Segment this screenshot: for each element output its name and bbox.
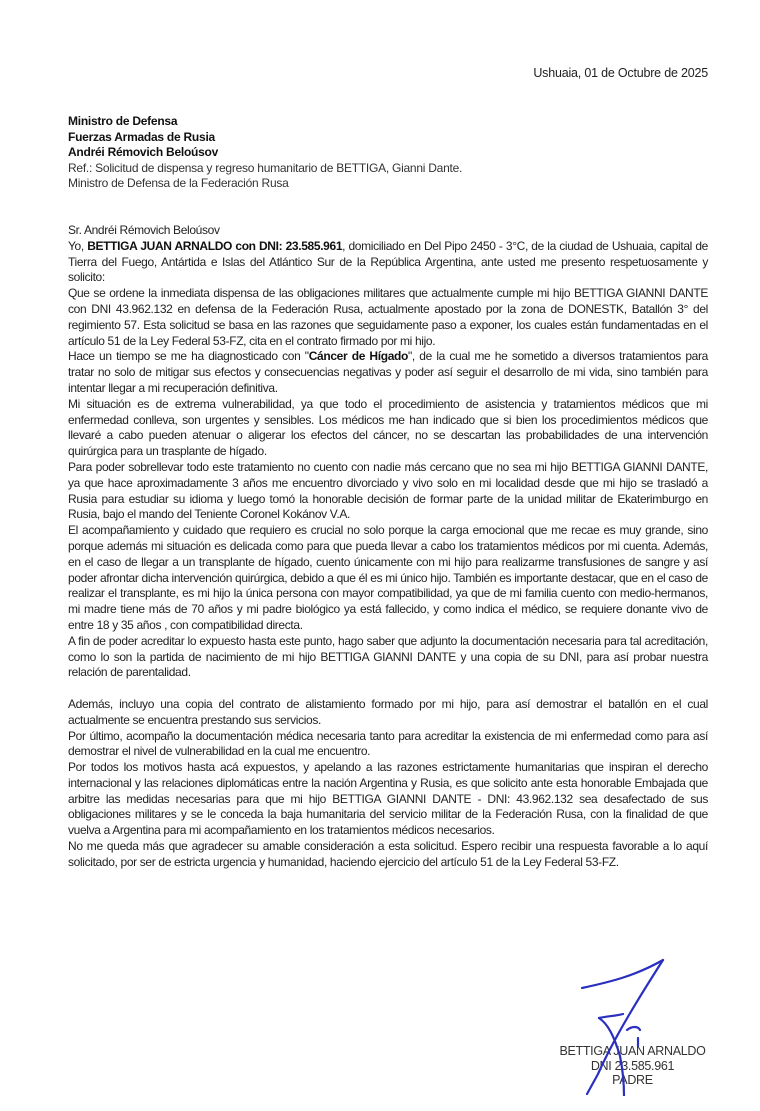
paragraph-6: El acompañamiento y cuidado que requiero es crucial no solo porque la carga emocional que me recae es muy grande, sino porque además mi situación es delicada como para que pueda llevar a cabo los tratamientos médicos por mi cuenta. Además, en el caso de llegar a un transplante de hígado, cuento únicamente con mi hijo para realizarme transfusiones de sangre y así poder afrontar dicha intervención quirúrgica, debido a que él es mi único hijo. También es importante destacar, que en el caso de realizar el transplante, es mi hijo la única persona con mayor compatibilidad, ya que de mi familia cuento con medio-hermanos, mi madre tiene más de 70 años y mi padre biológico ya está fallecido, y como indica el médico, se requiere donante vivo de entre 18 y 35 años , con compatibilidad directa.: [68, 523, 708, 632]
paragraph-gap: [68, 681, 708, 697]
signature-stroke: [599, 1014, 623, 1018]
paragraph-11: No me queda más que agradecer su amable consideración a esta solicitud. Espero recibir una respuesta favorable a lo aquí solicitado, por ser de estricta urgencia y humanidad, haciendo ejercicio del artículo 51 de la Ley Federal 53-FZ.: [68, 839, 708, 869]
letter-date: Ushuaia, 01 de Octubre de 2025: [533, 66, 708, 80]
recipient-organization: Fuerzas Armadas de Rusia: [68, 129, 215, 144]
paragraph-1: [68, 239, 708, 286]
paragraph-3: [68, 349, 708, 396]
diagnosis: Cáncer de Hígado: [308, 349, 408, 364]
signature-stroke: [587, 960, 663, 1094]
paragraph-10: Por todos los motivos hasta acá expuestos, y apelando a las razones estrictamente humanitarias que inspiran el derecho internacional y las relaciones diplomáticas entre la nación Argentina y Rusia, es que solicito ante esta honorable Embajada que arbitre las medidas necesarias para que mi hijo BETTIGA GIANNI DANTE - DNI: 43.962.132 sea desafectado de sus obligaciones militares y se le conceda la baja humanitaria del servicio militar de la Federación Rusa, con la finalidad de que vuelva a Argentina para mi acompañamiento en los tratamientos médicos necesarios.: [68, 760, 708, 838]
paragraph-8: Además, incluyo una copia del contrato de alistamiento formado por mi hijo, para así demostrar el batallón en el cual actualmente se encuentra prestando sus servicios.: [68, 696, 708, 727]
signature-block: [520, 946, 740, 1096]
recipient-block: [68, 114, 708, 192]
salutation: Sr. Andréi Rémovich Beloúsov: [68, 223, 220, 237]
reference-line: Ref.: Solicitud de dispensa y regreso humanitario de BETTIGA, Gianni Dante.: [68, 160, 463, 175]
letter-body: [68, 223, 708, 871]
recipient-title: Ministro de Defensa: [68, 114, 178, 128]
sender-id: BETTIGA JUAN ARNALDO con DNI: 23.585.961: [87, 238, 343, 253]
paragraph-2: Que se ordene la inmediata dispensa de las obligaciones militares que actualmente cumple mi hijo BETTIGA GIANNI DANTE con DNI 43.962.132 en defensa de la Federación Rusa, actualmente apostado por la zona de DONESTK, Batallón 3° del regimiento 57. Esta solicitud se basa en las razones que seguidamente paso a exponer, los cuales están fundamentadas en el artículo 51 de la Ley Federal 53-FZ, cita en el contrato firmado por mi hijo.: [68, 286, 708, 348]
paragraph-3-rest: ", de la cual me he sometido a diversos tratamientos para tratar no solo de mitigar sus efectos y consecuencias negativas y poder así seguir el desarrollo de mi vida, sino también para intentar llegar a mi recuperación definitiva.: [68, 349, 708, 395]
recipient-office: Ministro de Defensa de la Federación Rusa: [68, 176, 289, 190]
paragraph-1-rest: , domiciliado en Del Pipo 2450 - 3°C, de la ciudad de Ushuaia, capital de Tierra del Fuego, Antártida e Islas del Atlántico Sur de la República Argentina, ante usted me presento respetuosamente y solicito:: [68, 238, 708, 285]
paragraph-9: Por último, acompaño la documentación médica necesaria tanto para acreditar la existencia de mi enfermedad como para así demostrar el nivel de vulnerabilidad en la cual me encuentro.: [68, 728, 708, 759]
signer-dni: DNI 23.585.961: [590, 1058, 675, 1073]
signature-stroke: [582, 960, 663, 988]
paragraph-4: Mi situación es de extrema vulnerabilidad, ya que todo el procedimiento de asistencia y tratamientos médicos que mi enfermedad conlleva, son urgentes y sensibles. Los médicos me han indicado que si bien los procedimientos médicos que llevaré a cabo pueden atenuar o aligerar los efectos del cáncer, no se descartan las probabilidades de una intervención quirúrgica para un trasplante de hígado.: [68, 396, 708, 459]
signature-stroke: [627, 1027, 640, 1030]
recipient-name: Andréi Rémovich Beloúsov: [68, 145, 219, 159]
signer-role: PADRE: [612, 1073, 653, 1087]
paragraph-3-intro: Hace un tiempo se me ha diagnosticado con ": [68, 349, 309, 364]
paragraph-5: Para poder sobrellevar todo este tratamiento no cuento con nadie más cercano que no sea mi hijo BETTIGA GIANNI DANTE, ya que hace aproximadamente 3 años me encuentro divorciado y vivo solo en mi localidad desde que mi hijo se trasladó a Rusia para estudiar su idioma y luego tomó la honorable decisión de formar parte de la unidad militar de Ekaterimburgo en Rusia, bajo el mando del Teniente Coronel Kokánov V.A.: [68, 459, 708, 522]
paragraph-7: A fin de poder acreditar lo expuesto hasta este punto, hago saber que adjunto la documentación necesaria para tal acreditación, como lo son la partida de nacimiento de mi hijo BETTIGA GIANNI DANTE y una copia de su DNI, para así probar nuestra relación de parentalidad.: [68, 633, 708, 680]
handwritten-signature: [520, 946, 740, 1096]
signer-name: BETTIGA JUAN ARNALDO: [559, 1044, 706, 1058]
paragraph-1-intro: Yo,: [68, 238, 88, 253]
